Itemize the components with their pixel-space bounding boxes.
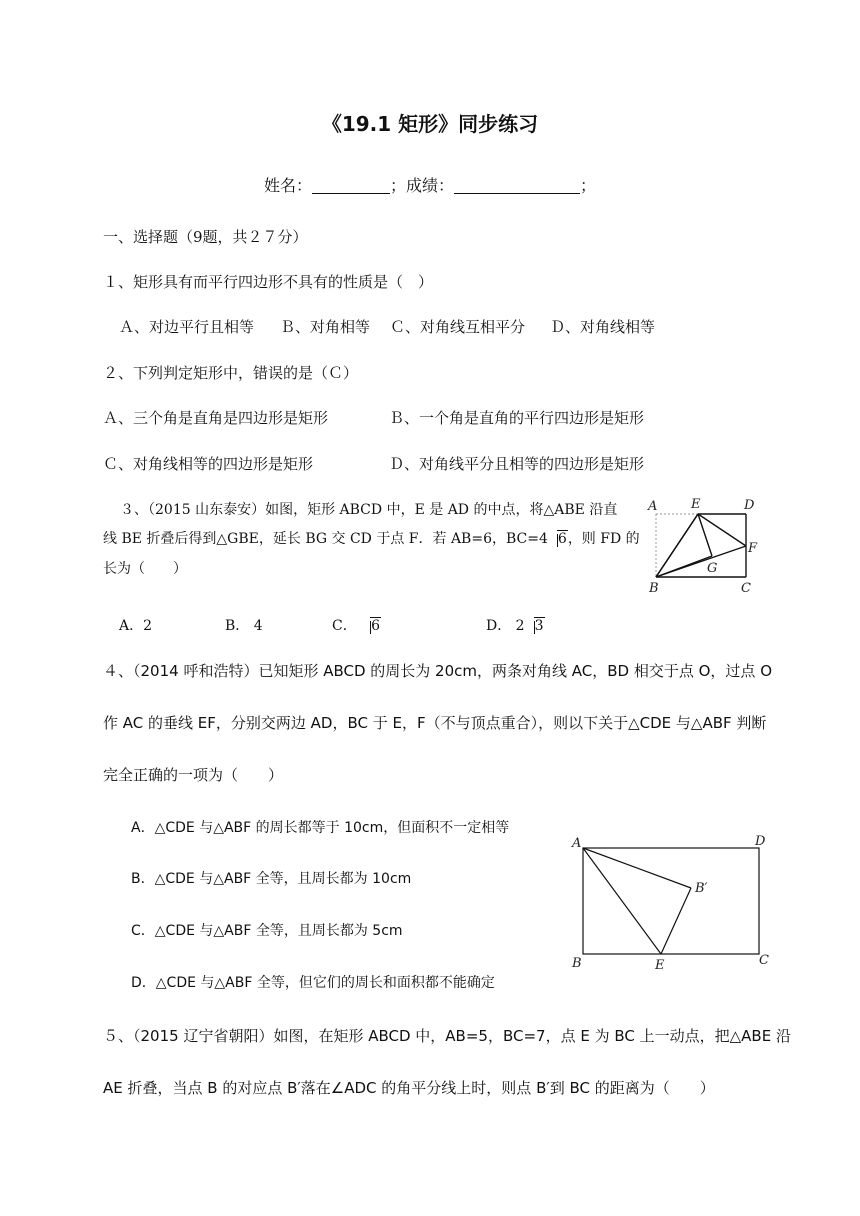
section-heading: 一、选择题（9题，共２７分） [103,228,308,246]
q2-option-d[interactable]: Ｄ、对角线平分且相等的四边形是矩形 [389,455,645,473]
q4-option-a[interactable]: A．△CDE 与△ABF 的周长都等于 10cm，但面积不一定相等 [131,820,510,836]
question-4-line-2: 作 AC 的垂线 EF，分别交两边 AD，BC 于 E，F（不与顶点重合），则以下关于△CDE 与△ABF 判断 [103,714,767,732]
q3-option-c-label: C． [332,618,357,634]
question-5-line-2: AE 折叠，当点 B 的对应点 B′落在∠ADC 的角平分线上时，则点 B′到 BC 的距离为（ ） [103,1079,715,1097]
q3-label-c: C [741,581,751,596]
q4-geometry-figure [565,828,777,974]
q2-option-a[interactable]: Ａ、三个角是直角是四边形是矩形 [103,409,329,427]
q3-geometry-figure [640,490,770,598]
q3-option-d-radicand: 3 [534,618,544,634]
q2-option-b[interactable]: Ｂ、一个角是直角的平行四边形是矩形 [389,409,645,427]
name-blank[interactable] [312,176,390,194]
q4-option-b[interactable]: B．△CDE 与△ABF 全等，且周长都为 10cm [131,871,412,887]
q4-label-a: A [572,836,582,851]
q3-line2-text: 线 BE 折叠后得到△GBE，延长 BG 交 CD 于点 F．若 AB=6，BC=4 [103,531,548,547]
question-3-line-3: 长为（ ） [103,561,187,577]
sqrt-symbol [548,531,568,547]
score-blank[interactable] [454,176,580,194]
q3-label-g: G [707,561,718,576]
q3-option-d-label: D． 2 [486,618,525,634]
q1-option-c[interactable]: Ｃ、对角线互相平分 [390,318,526,336]
q4-option-c[interactable]: C．△CDE 与△ABF 全等，且周长都为 5cm [131,923,403,939]
q4-option-d[interactable]: D．△CDE 与△ABF 全等，但它们的周长和面积都不能确定 [131,975,495,991]
question-5-line-1: ５、（2015 辽宁省朝阳）如图，在矩形 ABCD 中，AB=5，BC=7，点 E 为 BC 上一动点，把△ABE 沿 [103,1027,791,1045]
question-1-options [119,316,655,337]
question-1-stem: １、矩形具有而平行四边形不具有的性质是（ ） [103,273,434,291]
q4-label-d: D [755,834,766,849]
q3-option-c[interactable] [332,615,381,635]
q3-label-b: B [649,581,659,596]
question-4-line-1: ４、（2014 呼和浩特）已知矩形 ABCD 的周长为 20cm，两条对角线 AC，BD 相交于点 O，过点 O [103,662,773,680]
info-end: ； [580,176,597,195]
q4-label-e: E [655,958,665,973]
question-2-stem: ２、下列判定矩形中，错误的是（Ｃ） [103,364,359,382]
q3-label-a: A [648,499,658,514]
q3-option-d[interactable] [486,615,545,635]
question-4-line-3: 完全正确的一项为（ ） [103,766,284,784]
q3-option-b[interactable]: B． 4 [225,618,263,634]
q1-option-b[interactable]: Ｂ、对角相等 [280,318,371,336]
q1-option-d[interactable]: Ｄ、对角线相等 [550,318,656,336]
q3-option-a[interactable]: A．2 [119,618,153,634]
q3-radicand: 6 [557,531,567,547]
q2-option-c[interactable]: Ｃ、对角线相等的四边形是矩形 [103,455,314,473]
question-3-line-1: ３、（2015 山东泰安）如图，矩形 ABCD 中，E 是 AD 的中点，将△ABE 沿直 [120,502,618,518]
student-info-line [0,173,860,196]
name-label: 姓名： [263,176,312,195]
q3-option-c-radicand: 6 [371,618,381,634]
score-label: ；成绩： [389,176,454,195]
q4-label-c: C [759,953,769,968]
q3-label-e: E [691,497,701,512]
q3-line2-end: ，则 FD 的 [567,531,640,547]
q3-label-d: D [744,498,755,513]
q4-label-b-prime: B′ [695,881,708,896]
sqrt-symbol [525,618,545,634]
q1-option-a[interactable]: Ａ、对边平行且相等 [119,318,255,336]
question-3-line-2 [103,528,640,548]
q4-label-b: B [572,956,582,971]
sqrt-symbol [361,618,381,634]
page-title: 《19.1 矩形》同步练习 [321,112,539,136]
q3-label-f: F [748,541,758,556]
